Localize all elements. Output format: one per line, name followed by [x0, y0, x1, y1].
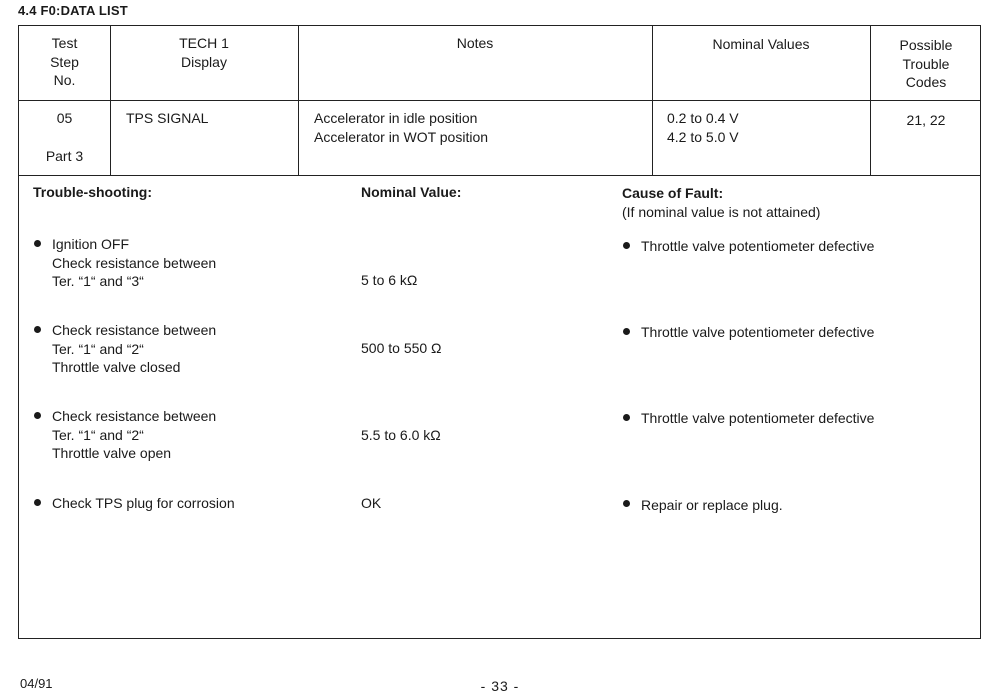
troubleshooting-step-3: Check resistance between Ter. “1“ and “2“ Throttle valve open [52, 408, 217, 461]
nominal-value-1: 5 to 6 kΩ [361, 272, 418, 288]
cause-of-fault-3: Throttle valve potentiometer defective [641, 410, 875, 426]
section-title: 4.4 F0:DATA LIST [18, 3, 128, 18]
troubleshooting-step-2: Check resistance between Ter. “1“ and “2“ Throttle valve closed [52, 322, 217, 375]
row-step-number: 05 [56, 110, 73, 126]
nominal-value-3: 5.5 to 6.0 kΩ [361, 427, 441, 443]
nominal-value-2: 500 to 550 Ω [361, 340, 442, 356]
bullet-icon [34, 412, 41, 419]
data-list-frame [18, 25, 981, 639]
page-number: - 33 - [480, 678, 520, 694]
bullet-icon [34, 499, 41, 506]
bullet-icon [623, 242, 630, 249]
cause-of-fault-2: Throttle valve potentiometer defective [641, 324, 875, 340]
cause-of-fault-1: Throttle valve potentiometer defective [641, 238, 875, 254]
row-part: Part 3 [45, 148, 84, 164]
troubleshooting-step-4: Check TPS plug for corrosion [52, 495, 235, 511]
bullet-icon [623, 328, 630, 335]
bullet-icon [623, 414, 630, 421]
row-display: TPS SIGNAL [126, 110, 209, 126]
cause-of-fault-4: Repair or replace plug. [641, 497, 783, 513]
bullet-icon [34, 240, 41, 247]
footer-date: 04/91 [20, 676, 53, 691]
header-notes: Notes [456, 35, 494, 51]
nominal-value-heading: Nominal Value: [361, 184, 462, 200]
header-trouble-codes: Possible Trouble Codes [899, 37, 953, 90]
header-tech1-display: TECH 1 Display [179, 35, 229, 70]
header-table [19, 26, 980, 176]
troubleshooting-heading: Trouble-shooting: [33, 184, 152, 200]
nominal-value-4: OK [361, 495, 382, 511]
header-nominal-values: Nominal Values [712, 36, 810, 52]
cause-of-fault-heading: Cause of Fault: [622, 185, 724, 201]
troubleshooting-step-1: Ignition OFF Check resistance between Ter. “1“ and “3“ [52, 236, 217, 289]
row-trouble-codes: 21, 22 [906, 112, 946, 128]
bullet-icon [623, 500, 630, 507]
row-nominal-values: 0.2 to 0.4 V 4.2 to 5.0 V [667, 110, 739, 145]
header-row-divider [19, 100, 980, 101]
header-test-step: Test Step No. [50, 35, 79, 88]
bullet-icon [34, 326, 41, 333]
row-notes: Accelerator in idle position Accelerator in WOT position [314, 110, 489, 145]
cause-of-fault-subheading: (If nominal value is not attained) [622, 204, 821, 220]
